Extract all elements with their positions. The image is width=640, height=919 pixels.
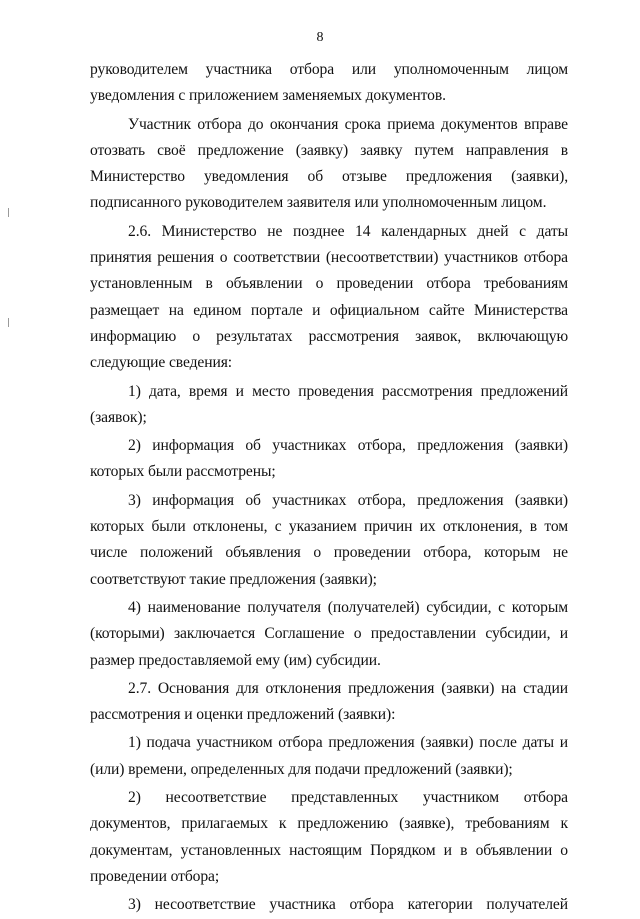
paragraph-continuation: руководителем участника отбора или уполномоченным лицом уведомления с приложением заменяемых документов. bbox=[90, 61, 568, 105]
paragraph-section-2-7: 2.7. Основания для отклонения предложения (заявки) на стадии рассмотрения и оценки предложений (заявки): bbox=[90, 679, 568, 724]
list-item-document-mismatch: 2) несоответствие представленных участником отбора документов, прилагаемых к предложению (заявке), требованиям к документам, установленных настоящим Порядком и в объявлении о проведении отбора; bbox=[90, 789, 568, 885]
list-item-late-submission: 1) подача участником отбора предложения (заявки) после даты и (или) времени, определенных для подачи предложений (заявки); bbox=[90, 734, 568, 778]
list-item-rejected: 3) информация об участниках отбора, предложения (заявки) которых были отклонены, с указанием причин их отклонения, в том числе положений объявления о проведении отбора, которым не соответствуют такие предложения (заявки); bbox=[90, 491, 568, 588]
list-item-category-mismatch: 3) несоответствие участника отбора категории получателей bbox=[128, 896, 568, 914]
document-body bbox=[90, 57, 568, 919]
page-number: 8 bbox=[316, 30, 324, 45]
list-item-date-time-place: 1) дата, время и место проведения рассмотрения предложений (заявок); bbox=[90, 382, 568, 426]
paragraph-withdrawal: Участник отбора до окончания срока приема документов вправе отозвать своё предложение (заявку) заявку путем направления в Министерство уведомления об отзыве предложения (заявки), подписанного руководителем заявителя или уполномоченным лицом. bbox=[90, 115, 568, 212]
list-item-considered: 2) информация об участниках отбора, предложения (заявки) которых были рассмотрены; bbox=[90, 437, 568, 481]
paragraph-section-2-6: 2.6. Министерство не позднее 14 календарных дней с даты принятия решения о соответствии (несоответствии) участников отбора установленным в объявлении о проведении отбора требованиям размещает на едином портале и официальном сайте Министерства информацию о результатах рассмотрения заявок, включающую следующие сведения: bbox=[90, 222, 568, 372]
list-item-recipient: 4) наименование получателя (получателей) субсидии, с которым (которыми) заключается Соглашение о предоставлении субсидии, и размер предоставляемой ему (им) субсидии. bbox=[90, 598, 568, 669]
margin-mark bbox=[8, 208, 9, 217]
margin-mark bbox=[8, 318, 9, 327]
